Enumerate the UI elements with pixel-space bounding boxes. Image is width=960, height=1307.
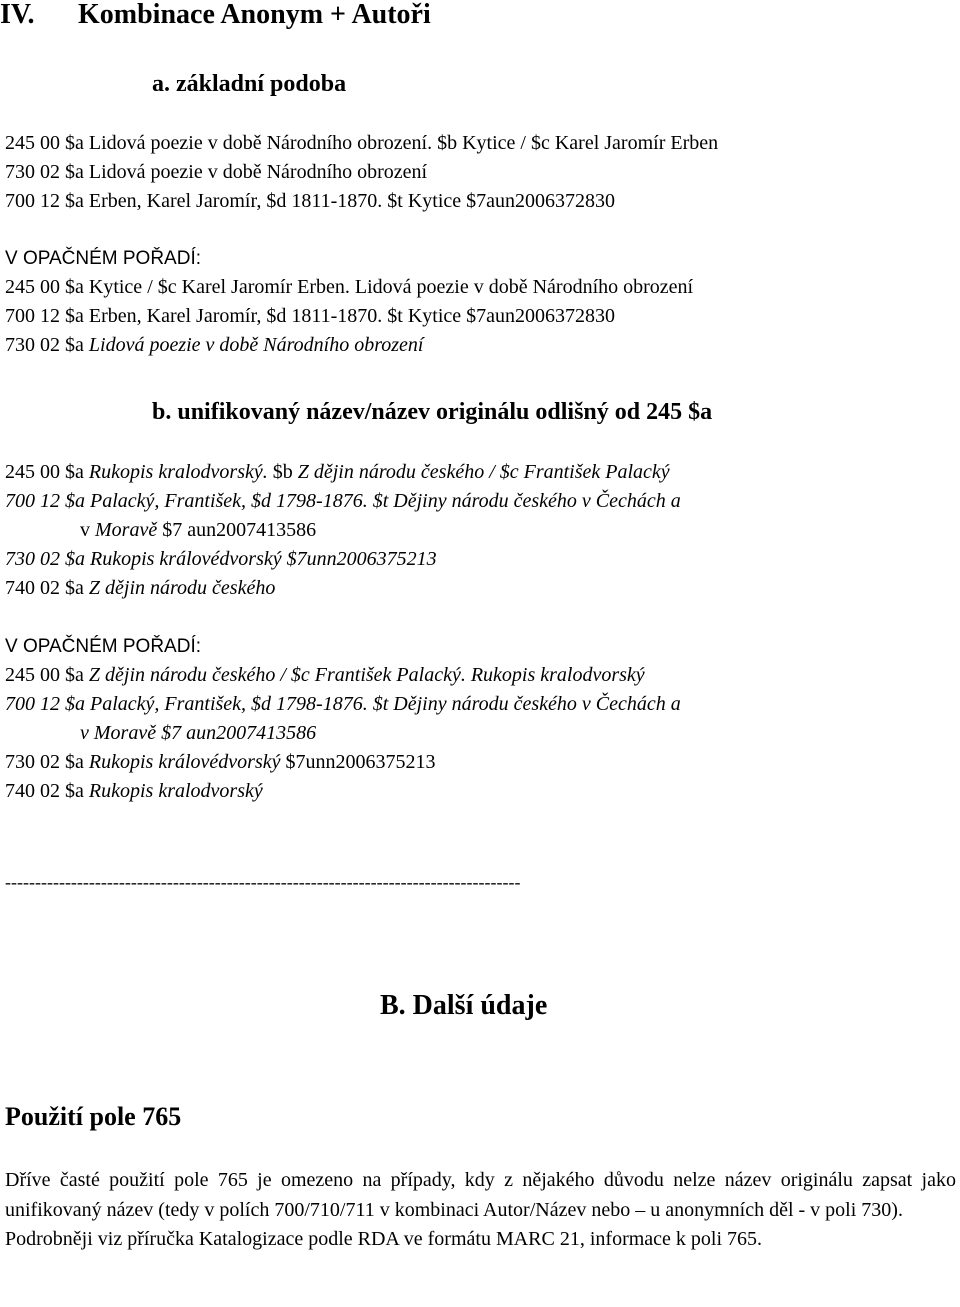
marc-line-b-rev3-value: Rukopis královédvorský [88,751,281,773]
section-a-heading: a. základní podoba [152,71,347,97]
marc-line-a-rev3 [5,331,424,360]
marc-line-b1-sub: $b [267,461,298,483]
marc-line-b-rev1 [5,661,645,690]
marc-line-a2: 730 02 $a Lidová poezie v době Národního obrození [5,161,428,183]
marc-line-b-rev3-id: $7unn2006375213 [280,751,436,773]
reverse-order-label-b: V OPAČNÉM POŘADÍ: [5,636,202,657]
pole-765-text [5,1166,956,1255]
marc-line-b-rev2: 700 12 $a Palacký, František, $d 1798-1876. $t Dějiny národu českého v Čechách a [5,693,681,715]
section-iv-number: IV. [0,0,35,30]
marc-line-a-rev1: 245 00 $a Kytice / $c Karel Jaromír Erben. Lidová poezie v době Národního obrození [5,276,694,298]
dashed-separator: -------------------------------------------------------------------------------------- [5,872,521,892]
marc-line-b2: 700 12 $a Palacký, František, $d 1798-1876. $t Dějiny národu českého v Čechách a [5,490,681,512]
marc-line-b2-cont-v: v [80,519,95,541]
marc-line-b-rev1-value: Z dějin národu českého / $c František Palacký. Rukopis kralodvorský [88,664,645,686]
pole-765-paragraph-2: Podrobněji viz příručka Katalogizace podle RDA ve formátu MARC 21, informace k poli 765. [5,1228,763,1250]
marc-line-b2-cont [80,516,316,545]
marc-line-b4-value: Z dějin národu českého [88,577,276,599]
marc-line-b-rev2-cont: v Moravě $7 aun2007413586 [80,722,317,744]
marc-line-b-rev4-value: Rukopis kralodvorský [88,780,263,802]
marc-line-b3: 730 02 $a Rukopis královédvorský $7unn2006375213 [5,548,437,570]
section-iv-heading [0,0,431,30]
marc-line-b1 [5,458,670,487]
pole-765-heading: Použití pole 765 [5,1102,182,1131]
marc-line-b2-cont-morave: Moravě [95,519,158,541]
marc-line-a3: 700 12 $a Erben, Karel Jaromír, $d 1811-1870. $t Kytice $7aun2006372830 [5,190,615,212]
marc-line-b4 [5,574,275,603]
marc-line-a1: 245 00 $a Lidová poezie v době Národního obrození. $b Kytice / $c Karel Jaromír Erben [5,132,719,154]
marc-line-b1-title: Rukopis kralodvorský. [88,461,268,483]
section-B-title: B. Další údaje [380,990,548,1021]
marc-line-b1-tag: 245 00 $a [5,461,89,483]
marc-line-b-rev1-tag: 245 00 $a [5,664,89,686]
marc-line-a-rev2: 700 12 $a Erben, Karel Jaromír, $d 1811-1870. $t Kytice $7aun2006372830 [5,305,615,327]
marc-line-b-rev4 [5,777,263,806]
marc-line-b-rev3 [5,748,436,777]
reverse-order-label-a: V OPAČNÉM POŘADÍ: [5,248,202,269]
marc-line-b-rev4-tag: 740 02 $a [5,780,89,802]
marc-line-a-rev3-tag: 730 02 $a [5,334,89,356]
marc-line-b1-rest: Z dějin národu českého / $c František Palacký [297,461,670,483]
marc-line-b2-cont-id: $7 aun2007413586 [157,519,317,541]
marc-line-b-rev3-tag: 730 02 $a [5,751,89,773]
section-iv-title: Kombinace Anonym + Autoři [78,0,431,30]
section-b-heading: b. unifikovaný název/název originálu odlišný od 245 $a [152,399,713,425]
pole-765-paragraph-1: Dříve časté použití pole 765 je omezeno na případy, kdy z nějakého důvodu nelze název originálu zapsat jako unifikovaný název (tedy v polích 700/710/711 v kombinaci Autor/Název nebo – u anonymních děl - v poli 730). [5,1169,956,1221]
marc-line-b4-tag: 740 02 $a [5,577,89,599]
marc-line-a-rev3-value: Lidová poezie v době Národního obrození [88,334,424,356]
